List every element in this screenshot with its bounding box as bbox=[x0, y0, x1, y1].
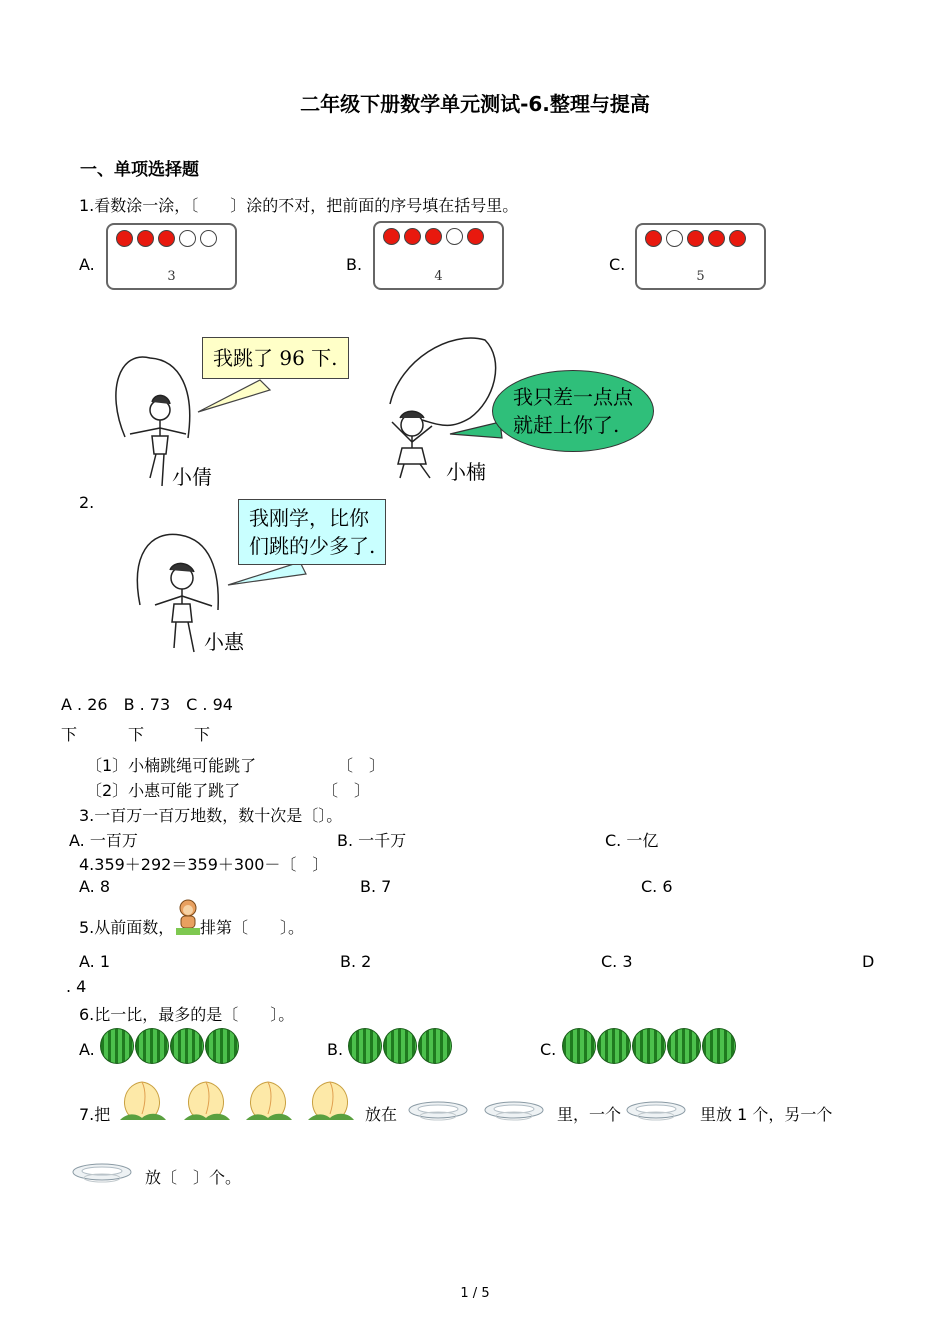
q3-stem: 3.一百万一百万地数，数十次是〔〕。 bbox=[79, 806, 343, 825]
watermelon-icon bbox=[667, 1028, 701, 1064]
speech-bubble-xiaoqian: 我跳了 96 下. bbox=[202, 337, 349, 379]
bubble2-line2: 就赶上你了. bbox=[513, 413, 620, 437]
dot-c-2 bbox=[666, 230, 683, 247]
watermelon-icon bbox=[702, 1028, 736, 1064]
name-xiaoqian: 小倩 bbox=[172, 465, 212, 489]
q5-option-b: B. 2 bbox=[340, 952, 372, 971]
q1-option-b-label: B. bbox=[346, 255, 363, 274]
q1-option-c-box bbox=[635, 223, 766, 290]
q2-sub2-blank: 〔 〕 bbox=[322, 781, 371, 800]
q3-option-a: A. 一百万 bbox=[69, 831, 138, 850]
watermelon-icon bbox=[135, 1028, 169, 1064]
peach-icon bbox=[242, 1076, 294, 1124]
q2-sub1: 〔1〕小楠跳绳可能跳了 bbox=[86, 756, 257, 775]
dot-a-2 bbox=[137, 230, 154, 247]
dot-b-5 bbox=[467, 228, 484, 245]
q4-option-a: A. 8 bbox=[79, 877, 111, 896]
page-title: 二年级下册数学单元测试-6.整理与提高 bbox=[300, 92, 650, 116]
q5-option-a: A. 1 bbox=[79, 952, 111, 971]
q2-unit-a: 下 bbox=[61, 725, 78, 744]
q5-option-d-label: D bbox=[862, 952, 875, 971]
section-heading: 一、单项选择题 bbox=[80, 160, 199, 180]
dot-c-3 bbox=[687, 230, 704, 247]
bubble3-line2: 们跳的少多了. bbox=[249, 534, 376, 558]
q6-option-a: A. bbox=[79, 1040, 95, 1059]
watermelon-icon bbox=[348, 1028, 382, 1064]
q6-stem: 6.比一比，最多的是〔 〕。 bbox=[79, 1005, 295, 1024]
plate-icon bbox=[408, 1100, 468, 1122]
q1-stem: 1.看数涂一涂，〔 〕涂的不对，把前面的序号填在括号里。 bbox=[79, 196, 519, 215]
speech-bubble-xiaonan bbox=[492, 370, 654, 452]
dot-a-4 bbox=[179, 230, 196, 247]
q2-number: 2. bbox=[79, 493, 95, 512]
watermelon-icon bbox=[597, 1028, 631, 1064]
q2-unit-c: 下 bbox=[194, 725, 211, 744]
q6-option-b: B. bbox=[327, 1040, 344, 1059]
q1-option-c-number: 5 bbox=[696, 269, 705, 284]
dot-a-1 bbox=[116, 230, 133, 247]
watermelon-icon bbox=[170, 1028, 204, 1064]
dot-b-4 bbox=[446, 228, 463, 245]
peach-icon bbox=[304, 1076, 356, 1124]
monkey-icon bbox=[174, 898, 202, 936]
plate-icon bbox=[626, 1100, 686, 1122]
peach-icon bbox=[180, 1076, 232, 1124]
dot-b-2 bbox=[404, 228, 421, 245]
q2-sub1-blank: 〔 〕 bbox=[337, 756, 386, 775]
watermelon-icon bbox=[562, 1028, 596, 1064]
q4-stem: 4.359＋292＝359＋300－〔 〕 bbox=[79, 855, 329, 874]
dot-c-1 bbox=[645, 230, 662, 247]
name-xiaonan: 小楠 bbox=[446, 460, 486, 484]
q7-stem-a: 7.把 bbox=[79, 1105, 111, 1124]
watermelon-icon bbox=[100, 1028, 134, 1064]
q4-option-c: C. 6 bbox=[641, 877, 673, 896]
q1-option-b-number: 4 bbox=[434, 269, 443, 284]
peach-icon bbox=[116, 1076, 168, 1124]
bubble2-line1: 我只差一点点 bbox=[513, 385, 633, 409]
q1-option-c-label: C. bbox=[609, 255, 626, 274]
dot-a-3 bbox=[158, 230, 175, 247]
q5-stem-b: 排第〔 〕。 bbox=[200, 918, 305, 937]
q3-option-c: C. 一亿 bbox=[605, 831, 659, 850]
q5-stem-a: 5.从前面数， bbox=[79, 918, 175, 937]
q5-option-d-value: . 4 bbox=[66, 977, 87, 996]
q1-option-b-box bbox=[373, 221, 504, 290]
q4-option-b: B. 7 bbox=[360, 877, 392, 896]
watermelon-icon bbox=[632, 1028, 666, 1064]
q3-option-b: B. 一千万 bbox=[337, 831, 407, 850]
watermelon-icon bbox=[205, 1028, 239, 1064]
dot-b-1 bbox=[383, 228, 400, 245]
q7-stem-c: 里，一个 bbox=[557, 1105, 622, 1124]
watermelon-icon bbox=[383, 1028, 417, 1064]
dot-c-5 bbox=[729, 230, 746, 247]
q5-option-c: C. 3 bbox=[601, 952, 633, 971]
bubble3-line1: 我刚学，比你 bbox=[249, 506, 369, 530]
q1-option-a-number: 3 bbox=[167, 269, 176, 284]
q6-option-c: C. bbox=[540, 1040, 557, 1059]
watermelon-icon bbox=[418, 1028, 452, 1064]
q7-stem-e: 放〔 〕个。 bbox=[145, 1168, 242, 1187]
dot-c-4 bbox=[708, 230, 725, 247]
dot-b-3 bbox=[425, 228, 442, 245]
q7-stem-b: 放在 bbox=[365, 1105, 398, 1124]
q2-options: A . 26 B . 73 C . 94 bbox=[61, 695, 233, 714]
q1-option-a-box bbox=[106, 223, 237, 290]
plate-icon bbox=[484, 1100, 544, 1122]
q2-sub2: 〔2〕小惠可能了跳了 bbox=[86, 781, 241, 800]
name-xiaohui: 小惠 bbox=[204, 630, 244, 654]
page-number: 1 / 5 bbox=[460, 1286, 490, 1301]
speech-bubble-xiaohui bbox=[238, 499, 386, 565]
q2-unit-b: 下 bbox=[128, 725, 145, 744]
q7-stem-d: 里放 1 个，另一个 bbox=[700, 1105, 833, 1124]
dot-a-5 bbox=[200, 230, 217, 247]
q1-option-a-label: A. bbox=[79, 255, 95, 274]
plate-icon bbox=[72, 1162, 132, 1184]
